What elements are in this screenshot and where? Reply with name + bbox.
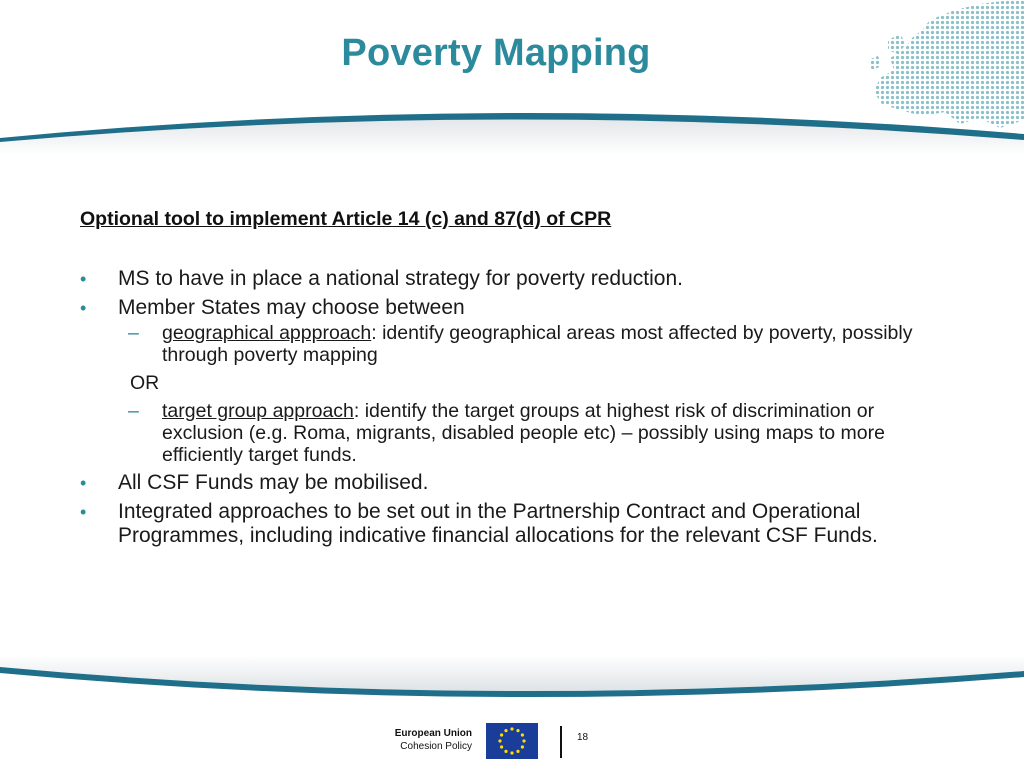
dash-icon: – xyxy=(128,400,139,422)
sub-list-item: – target group approach: identify the target groups at highest risk of discrimination or exclusion (e.g. Roma, migrants, disabled people etc) – possibly using maps to more efficiently target funds. xyxy=(128,400,885,466)
sub-bullet-list xyxy=(118,322,940,366)
bullet-icon: • xyxy=(80,298,87,318)
eu-flag-icon xyxy=(486,723,538,759)
header-swoosh xyxy=(0,96,1024,156)
bullet-icon: • xyxy=(80,473,87,493)
slide-body xyxy=(80,208,940,553)
dash-icon: – xyxy=(128,322,139,344)
footer-divider xyxy=(560,726,562,758)
page-number: 18 xyxy=(577,732,589,743)
slide-title: Poverty Mapping xyxy=(341,32,651,74)
sub-bullet-list xyxy=(118,400,940,466)
approach-term: target group approach xyxy=(162,400,354,422)
or-separator: OR xyxy=(130,372,160,394)
sub-list-item: – geographical appproach: identify geographical areas most affected by poverty, possibly through poverty mapping xyxy=(128,322,913,366)
eu-label xyxy=(372,727,472,753)
org-sub: Cohesion Policy xyxy=(400,741,472,752)
slide-subtitle: Optional tool to implement Article 14 (c) and 87(d) of CPR xyxy=(80,208,612,230)
bullet-icon: • xyxy=(80,269,87,289)
approach-term: geographical appproach xyxy=(162,322,372,344)
list-item: • Member States may choose between – geographical appproach: identify geographical areas most affected by poverty, possibly through poverty mapping OR – target group approach: identify the target groups at highest risk of discrimination or exclusion (e.g. Roma, migrants, disabled people etc) – possibly using maps to more efficiently target funds. xyxy=(80,296,940,466)
bullet-list xyxy=(80,267,940,548)
list-item: • Integrated approaches to be set out in the Partnership Contract and Operational Programmes, including indicative financial allocations for the relevant CSF Funds. xyxy=(80,500,878,547)
bullet-icon: • xyxy=(80,502,87,522)
footer xyxy=(0,720,1024,768)
org-name: European Union xyxy=(394,728,472,739)
list-item: • MS to have in place a national strategy for poverty reduction. xyxy=(80,267,683,290)
list-item: • All CSF Funds may be mobilised. xyxy=(80,471,429,494)
footer-swoosh xyxy=(0,655,1024,715)
